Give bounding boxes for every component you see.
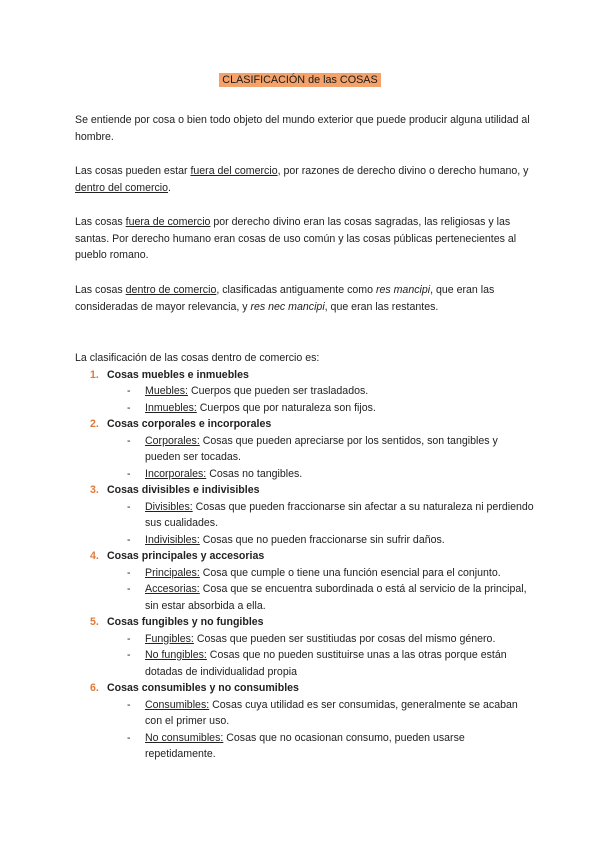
dash-bullet-icon: - (127, 467, 131, 480)
item-term: Fungibles: (145, 632, 194, 645)
dash-bullet-icon: - (127, 533, 131, 546)
category-2 (75, 416, 535, 433)
item-term: Indivisibles: (145, 533, 200, 546)
category-title: Cosas muebles e inmuebles (107, 368, 249, 381)
text-run: , por razones de derecho divino o derecho humano, y (277, 165, 529, 177)
list-item (75, 730, 535, 763)
dash-bullet-icon: - (127, 401, 131, 414)
item-text: Cuerpos que por naturaleza son fijos. (196, 401, 376, 414)
item-text: Cosas que pueden apreciarse por los sentidos, son tangibles y pueden ser tocadas. (145, 434, 498, 463)
dash-bullet-icon: - (127, 385, 131, 397)
item-term: Divisibles: (145, 500, 193, 513)
term-dentro-del-comercio: dentro del comercio (75, 181, 169, 194)
list-item (75, 697, 535, 730)
category-number: 3. (90, 484, 99, 496)
list-item (75, 581, 535, 614)
item-term: Principales: (145, 566, 200, 579)
item-term: Muebles: (145, 385, 188, 397)
fuera-comercio-paragraph (75, 214, 535, 264)
item-text: Cosas que pueden fraccionarse sin afectar a su naturaleza ni perdiendo sus cualidades. (145, 500, 534, 529)
text-run: , que eran las consideradas de mayor relevancia, y (75, 284, 495, 313)
category-number: 2. (90, 418, 99, 430)
item-term: Consumibles: (145, 698, 210, 711)
classification-list (75, 350, 535, 763)
dash-bullet-icon: - (127, 500, 131, 513)
dash-bullet-icon: - (127, 632, 131, 645)
text-run: , clasificadas antiguamente como (216, 284, 376, 296)
category-number: 1. (90, 368, 99, 381)
item-term: Corporales: (145, 434, 200, 447)
item-text: Cosas cuya utilidad es ser consumidas, generalmente se acaban con el primer uso. (145, 698, 518, 727)
category-3 (75, 482, 535, 499)
text-run: Las cosas (75, 284, 126, 296)
category-5 (75, 614, 535, 631)
category-number: 5. (90, 616, 99, 628)
term-fuera-del-comercio: fuera del comercio (190, 165, 278, 177)
list-item (75, 433, 535, 466)
item-text: Cosas que no pueden fraccionarse sin sufrir daños. (199, 533, 445, 546)
item-text: Cosas que pueden ser sustitiudas por cosas del mismo género. (193, 632, 496, 645)
list-item (75, 631, 535, 648)
dash-bullet-icon: - (127, 731, 131, 744)
dash-bullet-icon: - (127, 583, 131, 595)
category-title: Cosas principales y accesorias (107, 550, 265, 562)
dash-bullet-icon: - (127, 566, 131, 579)
title-row (0, 72, 600, 89)
term-res-mancipi: res mancipi (375, 284, 431, 296)
list-item (75, 647, 535, 680)
category-title: Cosas divisibles e indivisibles (107, 484, 260, 496)
category-4 (75, 548, 535, 565)
category-number: 6. (90, 682, 99, 694)
term-res-nec-mancipi: res nec mancipi (250, 300, 325, 313)
commerce-paragraph (75, 163, 535, 196)
list-item (75, 466, 535, 483)
text-run: Las cosas (75, 216, 126, 228)
category-6 (75, 680, 535, 697)
category-title: Cosas fungibles y no fungibles (107, 616, 264, 628)
text-run: por derecho divino eran las cosas sagradas, las religiosas y las santas. Por derecho humano eran cosas de uso común y las cosas públicas pertenecientes al pueblo romano. (75, 216, 517, 261)
dash-bullet-icon: - (127, 434, 131, 447)
item-text: Cosas no tangibles. (206, 467, 303, 480)
dentro-comercio-paragraph (75, 282, 535, 315)
item-term: Inmuebles: (145, 401, 197, 414)
text-run: . (168, 181, 171, 194)
text-run: , que eran las restantes. (324, 300, 439, 313)
list-item (75, 532, 535, 549)
category-1 (75, 367, 535, 384)
item-text: Cosa que se encuentra subordinada o está al servicio de la principal, sin estar absorbida a ella. (145, 583, 527, 612)
item-term: No consumibles: (145, 731, 224, 744)
term-dentro-de-comercio: dentro de comercio (125, 284, 217, 296)
dash-bullet-icon: - (127, 649, 131, 661)
item-text: Cosa que cumple o tiene una función esencial para el conjunto. (199, 566, 501, 579)
item-term: Accesorias: (145, 583, 200, 595)
category-title: Cosas consumibles y no consumibles (107, 682, 299, 694)
list-item (75, 499, 535, 532)
item-term: No fungibles: (145, 649, 207, 661)
item-term: Incorporales: (145, 467, 207, 480)
item-text: Cosas que no ocasionan consumo, pueden usarse repetidamente. (145, 731, 465, 760)
term-fuera-de-comercio: fuera de comercio (125, 216, 211, 228)
list-intro: La clasificación de las cosas dentro de comercio es: (75, 352, 320, 364)
list-item (75, 400, 535, 417)
list-item (75, 565, 535, 582)
item-text: Cuerpos que pueden ser trasladados. (188, 385, 369, 397)
list-item (75, 383, 535, 400)
category-title: Cosas corporales e incorporales (107, 418, 272, 430)
page-title: CLASIFICACIÓN de las COSAS (219, 73, 380, 87)
category-number: 4. (90, 550, 99, 562)
text-run: Las cosas pueden estar (75, 165, 191, 177)
intro-paragraph: Se entiende por cosa o bien todo objeto del mundo exterior que puede producir alguna utilidad al hombre. (75, 114, 530, 143)
item-text: Cosas que no pueden sustituirse unas a las otras porque están dotadas de individualidad propia (145, 649, 507, 678)
dash-bullet-icon: - (127, 698, 131, 711)
